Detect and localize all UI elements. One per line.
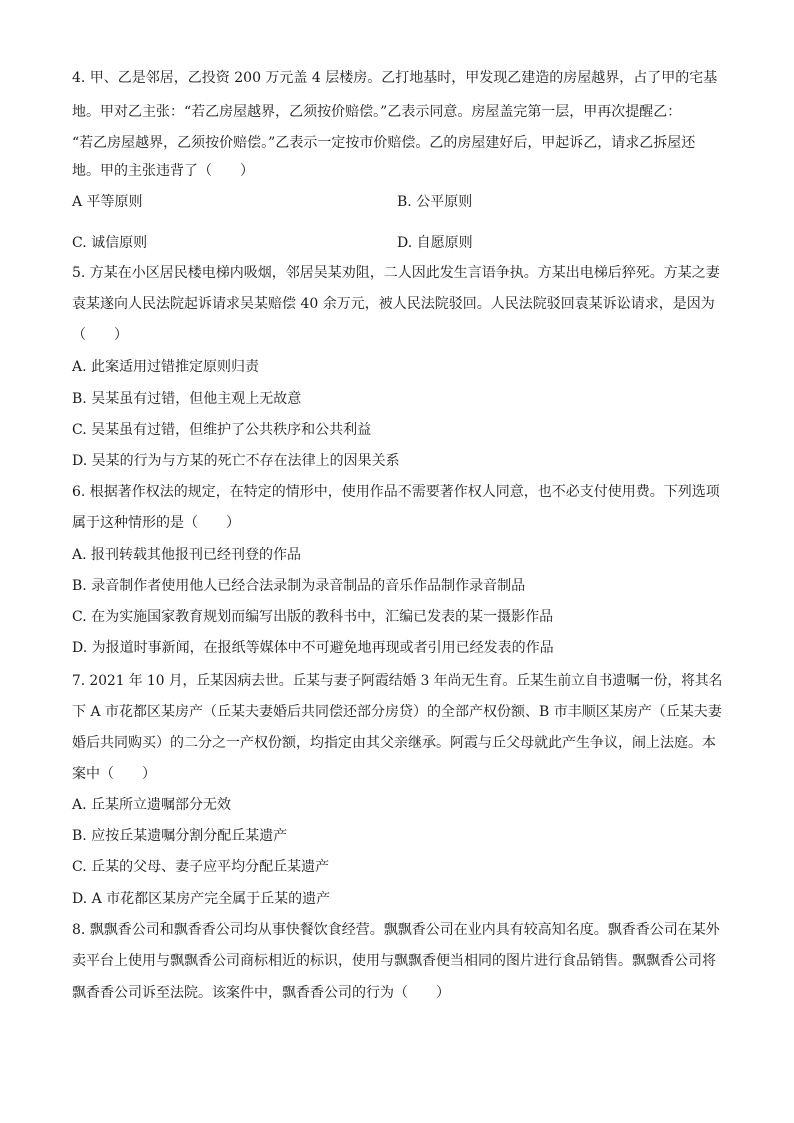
question-4-line-3: “若乙房屋越界，乙须按价赔偿。”乙表示一定按市价赔偿。乙的房屋建好后，甲起诉乙，请求乙拆屋还	[72, 135, 696, 151]
question-7-option-b: B. 应按丘某遗嘱分割分配丘某遗产	[72, 828, 288, 844]
question-6-option-c: C. 在为实施国家教育规划而编写出版的教科书中，汇编已发表的某一摄影作品	[72, 609, 554, 625]
question-4-line-4: 地。甲的主张违背了（ ）	[72, 163, 254, 179]
question-8-line-3: 飘香香公司诉至法院。该案件中，飘香香公司的行为（ ）	[72, 985, 450, 1001]
question-5-option-a: A. 此案适用过错推定原则归责	[72, 359, 260, 375]
question-5-line-1: 5. 方某在小区居民楼电梯内吸烟，邻居吴某劝阻，二人因此发生言语争执。方某出电梯后猝死。方某之妻	[72, 265, 720, 281]
question-7-line-3: 婚后共同购买）的二分之一产权份额，均指定由其父亲继承。阿霞与丘父母就此产生争议，闹上法庭。本	[72, 735, 716, 751]
question-7-option-c: C. 丘某的父母、妻子应平均分配丘某遗产	[72, 859, 330, 875]
question-7-line-2: 下 A 市花都区某房产（丘某夫妻婚后共同偿还部分房贷）的全部产权份额、B 市丰顺区某房产（丘某夫妻	[72, 704, 722, 720]
question-6-line-1: 6. 根据著作权法的规定，在特定的情形中，使用作品不需要著作权人同意，也不必支付使用费。下列选项	[72, 484, 720, 500]
question-5-line-2: 袁某遂向人民法院起诉请求吴某赔偿 40 余万元，被人民法院驳回。人民法院驳回袁某诉讼请求，是因为	[72, 296, 715, 312]
question-4-line-2: 地。甲对乙主张：“若乙房屋越界，乙须按价赔偿。”乙表示同意。房屋盖完第一层，甲再次提醒乙：	[72, 104, 682, 120]
question-6-option-d: D. 为报道时事新闻，在报纸等媒体中不可避免地再现或者引用已经发表的作品	[72, 640, 554, 656]
question-4-option-a: A 平等原则	[72, 194, 143, 210]
question-7-line-1: 7. 2021 年 10 月，丘某因病去世。丘某与妻子阿霞结婚 3 年尚无生育。丘某生前立自书遗嘱一份，将其名	[72, 673, 723, 689]
question-4-line-1: 4. 甲、乙是邻居，乙投资 200 万元盖 4 层楼房。乙打地基时，甲发现乙建造的房屋越界，占了甲的宅基	[72, 70, 718, 86]
question-7-line-4: 案中（ ）	[72, 766, 156, 782]
question-8-line-1: 8. 飘飘香公司和飘香香公司均从事快餐饮食经营。飘飘香公司在业内具有较高知名度。飘香香公司在某外	[72, 922, 720, 938]
question-5-option-c: C. 吴某虽有过错，但维护了公共秩序和公共利益	[72, 422, 372, 438]
question-7-option-d: D. A 市花都区某房产完全属于丘某的遗产	[72, 891, 331, 907]
question-6-line-2: 属于这种情形的是（ ）	[72, 515, 240, 531]
question-8-line-2: 卖平台上使用与飘飘香公司商标相近的标识，使用与飘飘香便当相同的图片进行食品销售。飘飘香公司将	[72, 953, 716, 969]
question-6-option-a: A. 报刊转载其他报刊已经刊登的作品	[72, 547, 302, 563]
question-5-line-3: （ ）	[72, 327, 128, 343]
question-6-option-b: B. 录音制作者使用他人已经合法录制为录音制品的音乐作品制作录音制品	[72, 578, 526, 594]
question-4-option-b: B. 公平原则	[397, 194, 473, 210]
question-5-option-d: D. 吴某的行为与方某的死亡不存在法律上的因果关系	[72, 453, 400, 469]
question-5-option-b: B. 吴某虽有过错，但他主观上无故意	[72, 391, 302, 407]
question-7-option-a: A. 丘某所立遗嘱部分无效	[72, 797, 232, 813]
question-4-option-c: C. 诚信原则	[72, 235, 148, 251]
question-4-option-d: D. 自愿原则	[397, 235, 473, 251]
